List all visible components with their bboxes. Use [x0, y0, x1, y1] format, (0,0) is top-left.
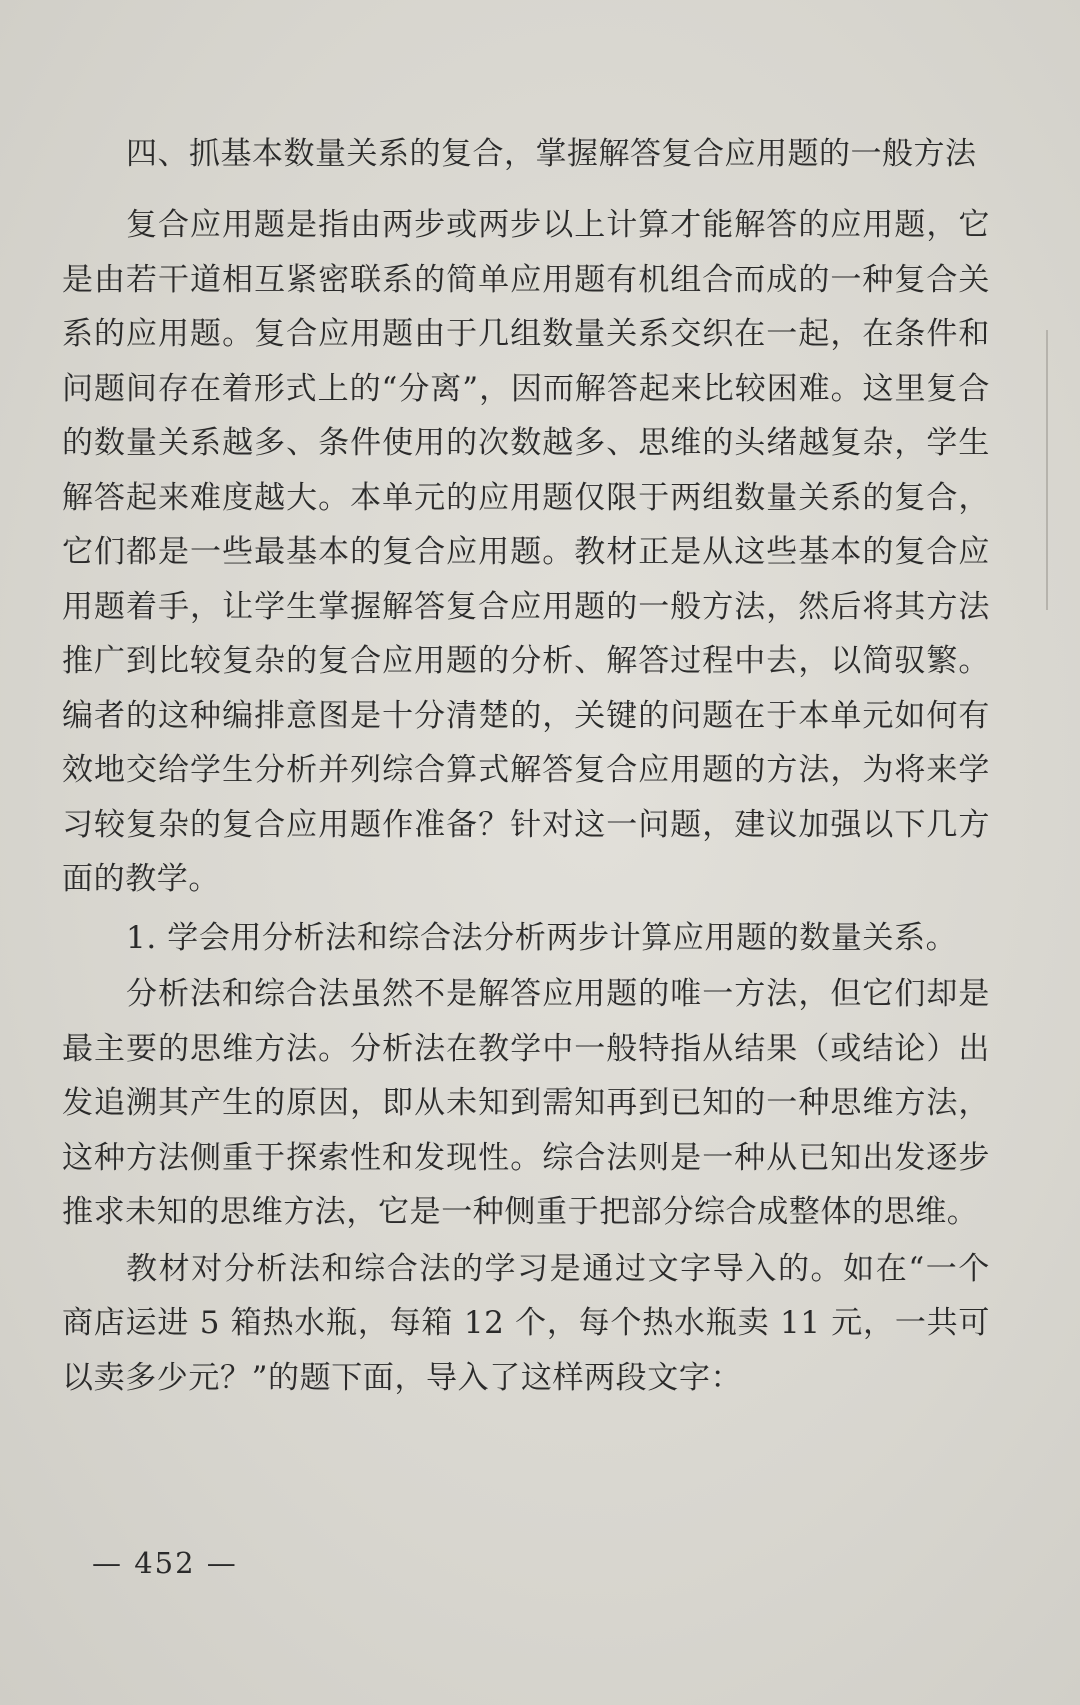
paragraph-textbook: 教材对分析法和综合法的学习是通过文字导入的。如在“一个商店运进 5 箱热水瓶，每箱 12 个，每个热水瓶卖 11 元，一共可以卖多少元？”的题下面，导入了这样两段文字： — [62, 1250, 990, 1396]
section-heading: 四、抓基本数量关系的复合，掌握解答复合应用题的一般方法 — [126, 136, 977, 172]
paragraph-methods: 分析法和综合法虽然不是解答应用题的唯一方法，但它们却是最主要的思维方法。分析法在教学中一般特指从结果（或结论）出发追溯其产生的原因，即从未知到需知再到已知的一种思维方法，这种方法侧重于探索性和发现性。综合法则是一种从已知出发逐步推求未知的思维方法，它是一种侧重于把部分综合成整体的思维。 — [62, 976, 990, 1230]
paragraph-intro: 复合应用题是指由两步或两步以上计算才能解答的应用题，它是由若干道相互紧密联系的简单应用题有机组合而成的一种复合关系的应用题。复合应用题由于几组数量关系交织在一起，在条件和问题间存在着形式上的“分离”，因而解答起来比较困难。这里复合的数量关系越多、条件使用的次数越多、思维的头绪越复杂，学生解答起来难度越大。本单元的应用题仅限于两组数量关系的复合，它们都是一些最基本的复合应用题。教材正是从这些基本的复合应用题着手，让学生掌握解答复合应用题的一般方法，然后将其方法推广到比较复杂的复合应用题的分析、解答过程中去，以简驭繁。编者的这种编排意图是十分清楚的，关键的问题在于本单元如何有效地交给学生分析并列综合算式解答复合应用题的方法，为将来学习较复杂的复合应用题作准备？针对这一问题，建议加强以下几方面的教学。 — [62, 207, 990, 897]
page-edge-mark — [1046, 330, 1048, 610]
page-number: — 452 — — [92, 1546, 238, 1580]
list-item-1: 1. 学会用分析法和综合法分析两步计算应用题的数量关系。 — [126, 919, 958, 956]
page-content — [62, 128, 990, 1405]
